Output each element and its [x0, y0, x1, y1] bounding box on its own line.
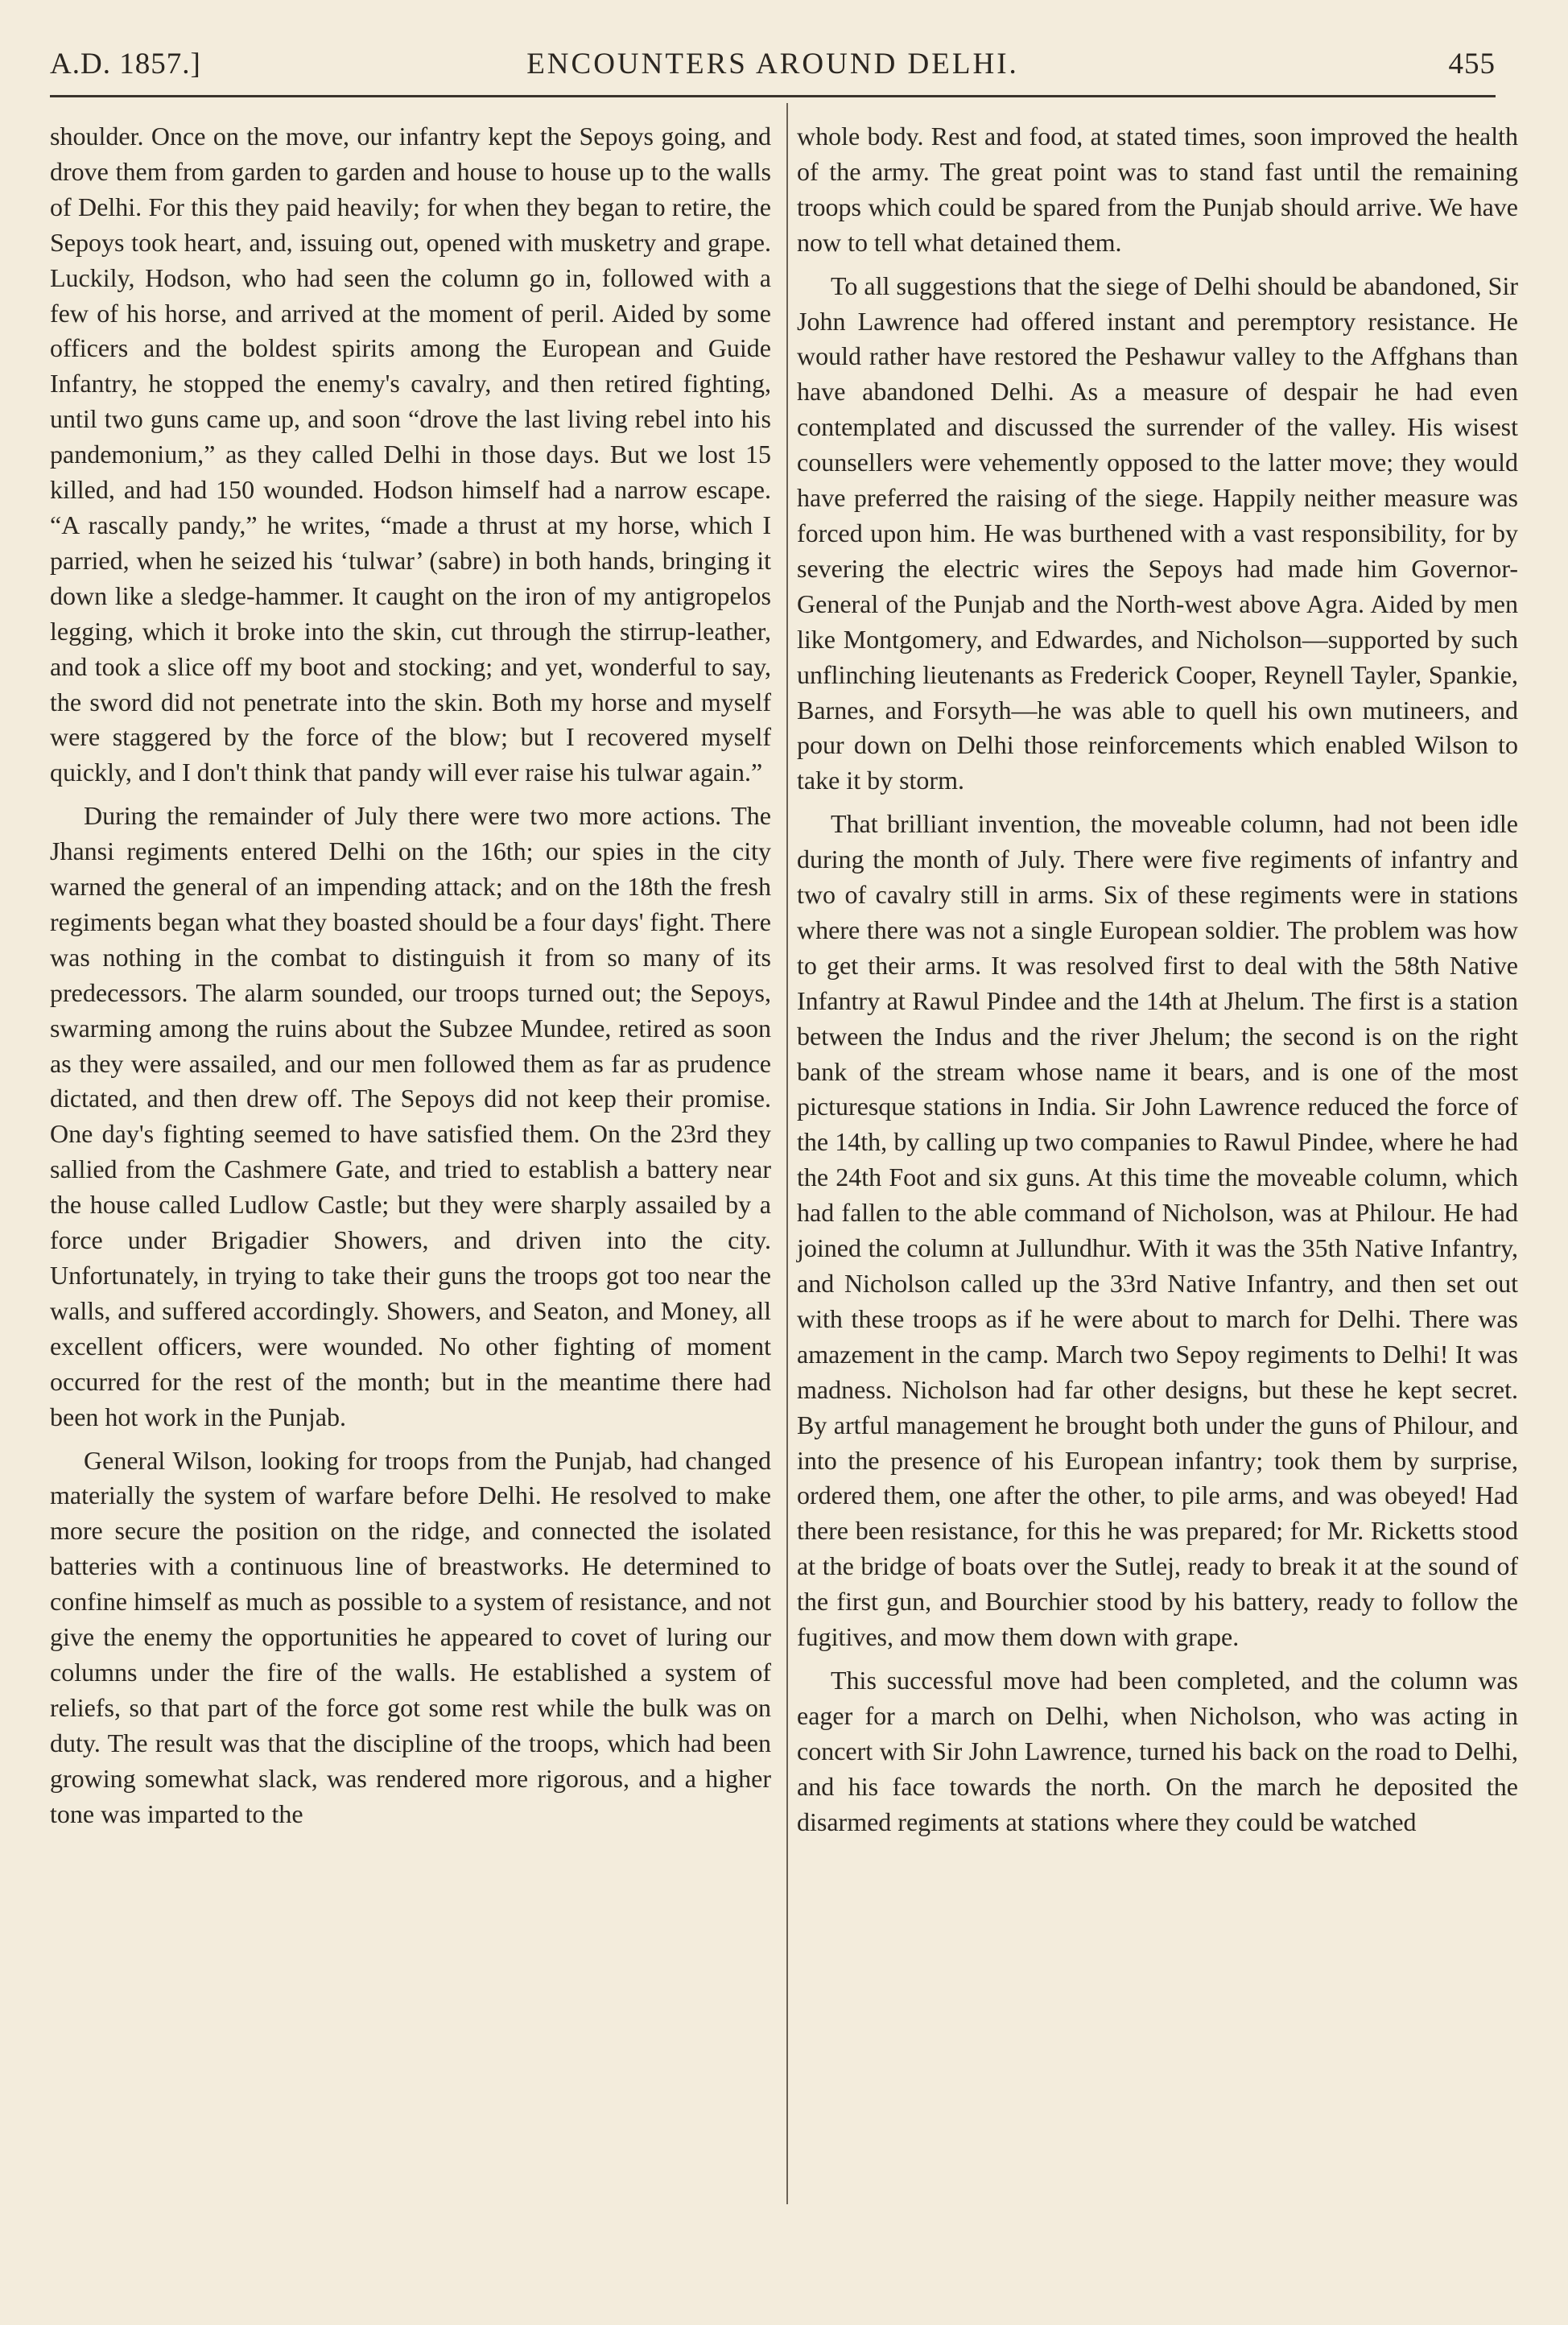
- header-rule: [50, 95, 1496, 97]
- paragraph: During the remainder of July there were two more actions. The Jhansi regiments entered Delhi on the 16th; our spies in the city warned the general of an impending attack; and on the 18th the fresh regiments began what they boasted should be a four days' fight. There was nothing in the combat to distinguish it from so many of its predecessors. The alarm sounded, our troops turned out; the Sepoys, swarming among the ruins about the Subzee Mundee, retired as soon as they were assailed, and our men followed them as far as prudence dictated, and then drew off. The Sepoys did not keep their promise. One day's fighting seemed to have satisfied them. On the 23rd they sallied from the Cashmere Gate, and tried to establish a battery near the house called Ludlow Castle; but they were sharply assailed by a force under Brigadier Showers, and driven into the city. Unfortunately, in trying to take their guns the troops got too near the walls, and suffered accordingly. Showers, and Seaton, and Money, all excellent officers, were wounded. No other fighting of moment occurred for the rest of the month; but in the meantime there had been hot work in the Punjab.: [50, 801, 771, 1431]
- paragraph: That brilliant invention, the moveable column, had not been idle during the month of July. There were five regiments of infantry and two of cavalry still in arms. Six of these regiments were in stations where there was not a single European soldier. The problem was how to get their arms. It was resolved first to deal with the 58th Native Infantry at Rawul Pindee and the 14th at Jhelum. The first is a station between the Indus and the river Jhelum; the second is on the right bank of the stream whose name it bears, and is one of the most picturesque stations in India. Sir John Lawrence reduced the force of the 14th, by calling up two companies to Rawul Pindee, where he had the 24th Foot and six guns. At this time the moveable column, which had fallen to the able command of Nicholson, was at Philour. He had joined the column at Jullundhur. With it was the 35th Native Infantry, and Nicholson called up the 33rd Native Infantry, and then set out with these troops as if he were about to march for Delhi. There was amazement in the camp. March two Sepoy regiments to Delhi! It was madness. Nicholson had far other designs, but these he kept secret. By artful management he brought both under the guns of Philour, and into the presence of his European infantry; took them by surprise, ordered them, one after the other, to pile arms, and was obeyed! Had there been resistance, for this he was prepared; for Mr. Ricketts stood at the bridge of boats over the Sutlej, ready to break it at the sound of the first gun, and Bourchier stood by his battery, ready to follow the fugitives, and mow them down with grape.: [797, 809, 1518, 1652]
- left-column: [50, 119, 771, 1832]
- page-number: 455: [1448, 47, 1496, 81]
- running-header: [50, 47, 1496, 92]
- paragraph: This successful move had been completed, and the column was eager for a march on Delhi, when Nicholson, who was acting in concert with Sir John Lawrence, turned his back on the road to Delhi, and his face towards the north. On the march he deposited the disarmed regiments at stations where they could be watched: [797, 1665, 1518, 1836]
- column-divider: [786, 103, 788, 2204]
- right-column: [797, 119, 1518, 1840]
- paragraph: General Wilson, looking for troops from the Punjab, had changed materially the system of warfare before Delhi. He resolved to make more secure the position on the ridge, and connected the isolated batteries with a continuous line of breastworks. He determined to confine himself as much as possible to a system of resistance, and not give the enemy the opportunities he appeared to covet of luring our columns under the fire of the walls. He established a system of reliefs, so that part of the force got some rest while the bulk was on duty. The result was that the discipline of the troops, which had been growing somewhat slack, was rendered more rigorous, and a higher tone was imparted to the: [50, 1445, 771, 1828]
- paragraph: To all suggestions that the siege of Delhi should be abandoned, Sir John Lawrence had offered instant and peremptory resistance. He would rather have restored the Peshawur valley to the Affghans than have abandoned Delhi. As a measure of despair he had even contemplated and discussed the surrender of the valley. His wisest counsellers were vehemently opposed to the latter move; they would have preferred the raising of the siege. Happily neither measure was forced upon him. He was burthened with a vast responsibility, for by severing the electric wires the Sepoys had made him Governor-General of the Punjab and the North-west above Agra. Aided by men like Montgomery, and Edwardes, and Nicholson—supported by such unflinching lieutenants as Frederick Cooper, Reynell Tayler, Spankie, Barnes, and Forsyth—he was able to quell his own mutineers, and pour down on Delhi those reinforcements which enabled Wilson to take it by storm.: [797, 270, 1518, 795]
- header-year: A.D. 1857.]: [50, 47, 201, 81]
- paragraph: shoulder. Once on the move, our infantry kept the Sepoys going, and drove them from garden to garden and house to house up to the walls of Delhi. For this they paid heavily; for when they began to retire, the Sepoys took heart, and, issuing out, opened with musketry and grape. Luckily, Hodson, who had seen the column go in, followed with a few of his horse, and arrived at the moment of peril. Aided by some officers and the boldest spirits among the European and Guide Infantry, he stopped the enemy's cavalry, and then retired fighting, until two guns came up, and soon “drove the last living rebel into his pandemonium,” as they called Delhi in those days. But we lost 15 killed, and had 150 wounded. Hodson himself had a narrow escape. “A rascally pandy,” he writes, “made a thrust at my horse, which I parried, when he seized his ‘tulwar’ (sabre) in both hands, bringing it down like a sledge-hammer. It caught on the iron of my antigropelos legging, which it broke into the skin, cut through the stirrup-leather, and took a slice off my boot and stocking; and yet, wonderful to say, the sword did not penetrate into the skin. Both my horse and myself were staggered by the force of the blow; but I recovered myself quickly, and I don't think that pandy will ever raise his tulwar again.”: [50, 122, 771, 787]
- header-title: ENCOUNTERS AROUND DELHI.: [526, 47, 1019, 81]
- paragraph: whole body. Rest and food, at stated times, soon improved the health of the army. The great point was to stand fast until the remaining troops which could be spared from the Punjab should arrive. We have now to tell what detained them.: [797, 122, 1518, 257]
